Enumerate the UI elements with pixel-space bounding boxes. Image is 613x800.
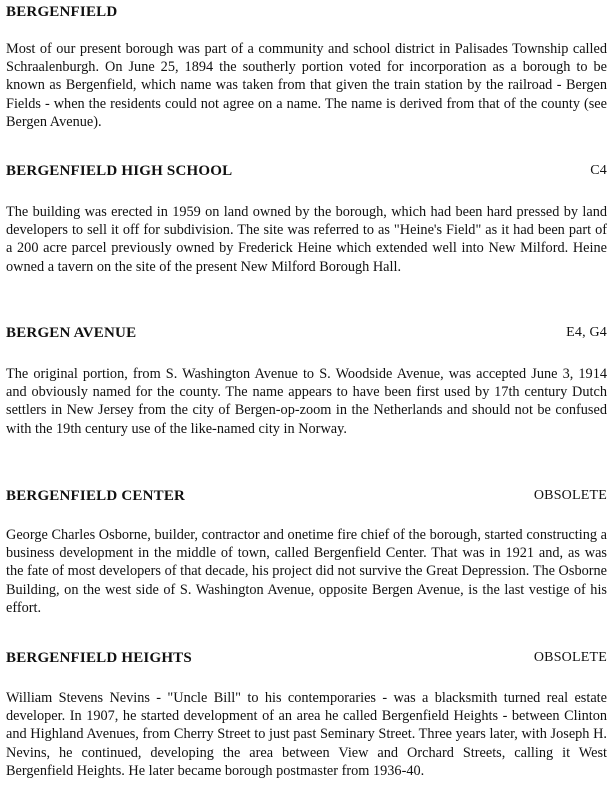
entry-grid-ref: E4, G4 — [566, 325, 607, 340]
entry-bergenfield-heights — [6, 650, 607, 780]
entry-title: BERGEN AVENUE — [6, 325, 137, 341]
entry-bergenfield-high-school — [6, 163, 607, 276]
entry-text: Most of our present borough was part of a community and school district in Palisades Township called Schraalenburgh. On June 25, 1894 the southerly portion voted for incorporation as a borough to be known as Bergenfield, which name was taken from that given the train station by the railroad - Bergen Fields - when the residents could not agree on a name. The name is derived from that of the county (see Bergen Avenue). — [6, 41, 607, 130]
entry-title: BERGENFIELD — [6, 4, 118, 20]
entry-title: BERGENFIELD CENTER — [6, 488, 186, 504]
entry-heading — [6, 4, 607, 24]
entry-bergen-avenue — [6, 325, 607, 438]
entry-title: BERGENFIELD HEIGHTS — [6, 650, 192, 666]
entry-grid-ref: OBSOLETE — [533, 650, 607, 665]
entry-text: George Charles Osborne, builder, contractor and onetime fire chief of the borough, started constructing a business development in the middle of town, called Bergenfield Center. That was in 1921 and, as was the fate of most developers of that decade, his project did not survive the Great Depression. The Osborne Building, on the west side of S. Washington Avenue, opposite Bergen Avenue, is the last vestige of his effort. — [6, 527, 607, 616]
entry-grid-ref: C4 — [590, 163, 607, 178]
entry-text: The building was erected in 1959 on land owned by the borough, which had been hard pressed by land developers to sell it off for subdivision. The site was referred to as "Heine's Field" as it had been part of a 200 acre parcel previously owned by Frederick Heine which extended well into New Milford. Heine owned a tavern on the site of the present New Milford Borough Hall. — [6, 204, 607, 275]
entry-bergenfield-center — [6, 488, 607, 617]
entry-heading — [6, 163, 607, 183]
entry-heading — [6, 488, 607, 508]
entry-grid-ref: OBSOLETE — [533, 488, 607, 503]
entry-text: William Stevens Nevins - "Uncle Bill" to his contemporaries - was a blacksmith turned real estate developer. In 1907, he started development of an area he called Bergenfield Heights - between Clinton and Highland Avenues, from Cherry Street to just past Seminary Street. Three years later, with Joseph H. Nevins, he continued, developing the area between View and Orchard Streets, calling it West Bergenfield Heights. He later became borough postmaster from 1936-40. — [6, 690, 607, 779]
entry-bergenfield — [6, 4, 607, 131]
entry-title: BERGENFIELD HIGH SCHOOL — [6, 163, 233, 179]
entry-heading — [6, 325, 607, 345]
entry-heading — [6, 650, 607, 670]
entry-text: The original portion, from S. Washington Avenue to S. Woodside Avenue, was accepted June 3, 1914 and obviously named for the county. The name appears to have been first used by 17th century Dutch settlers in New Jersey from the city of Bergen-op-zoom in the Netherlands and should not be confused with the 19th century use of the like-named city in Norway. — [6, 366, 607, 437]
